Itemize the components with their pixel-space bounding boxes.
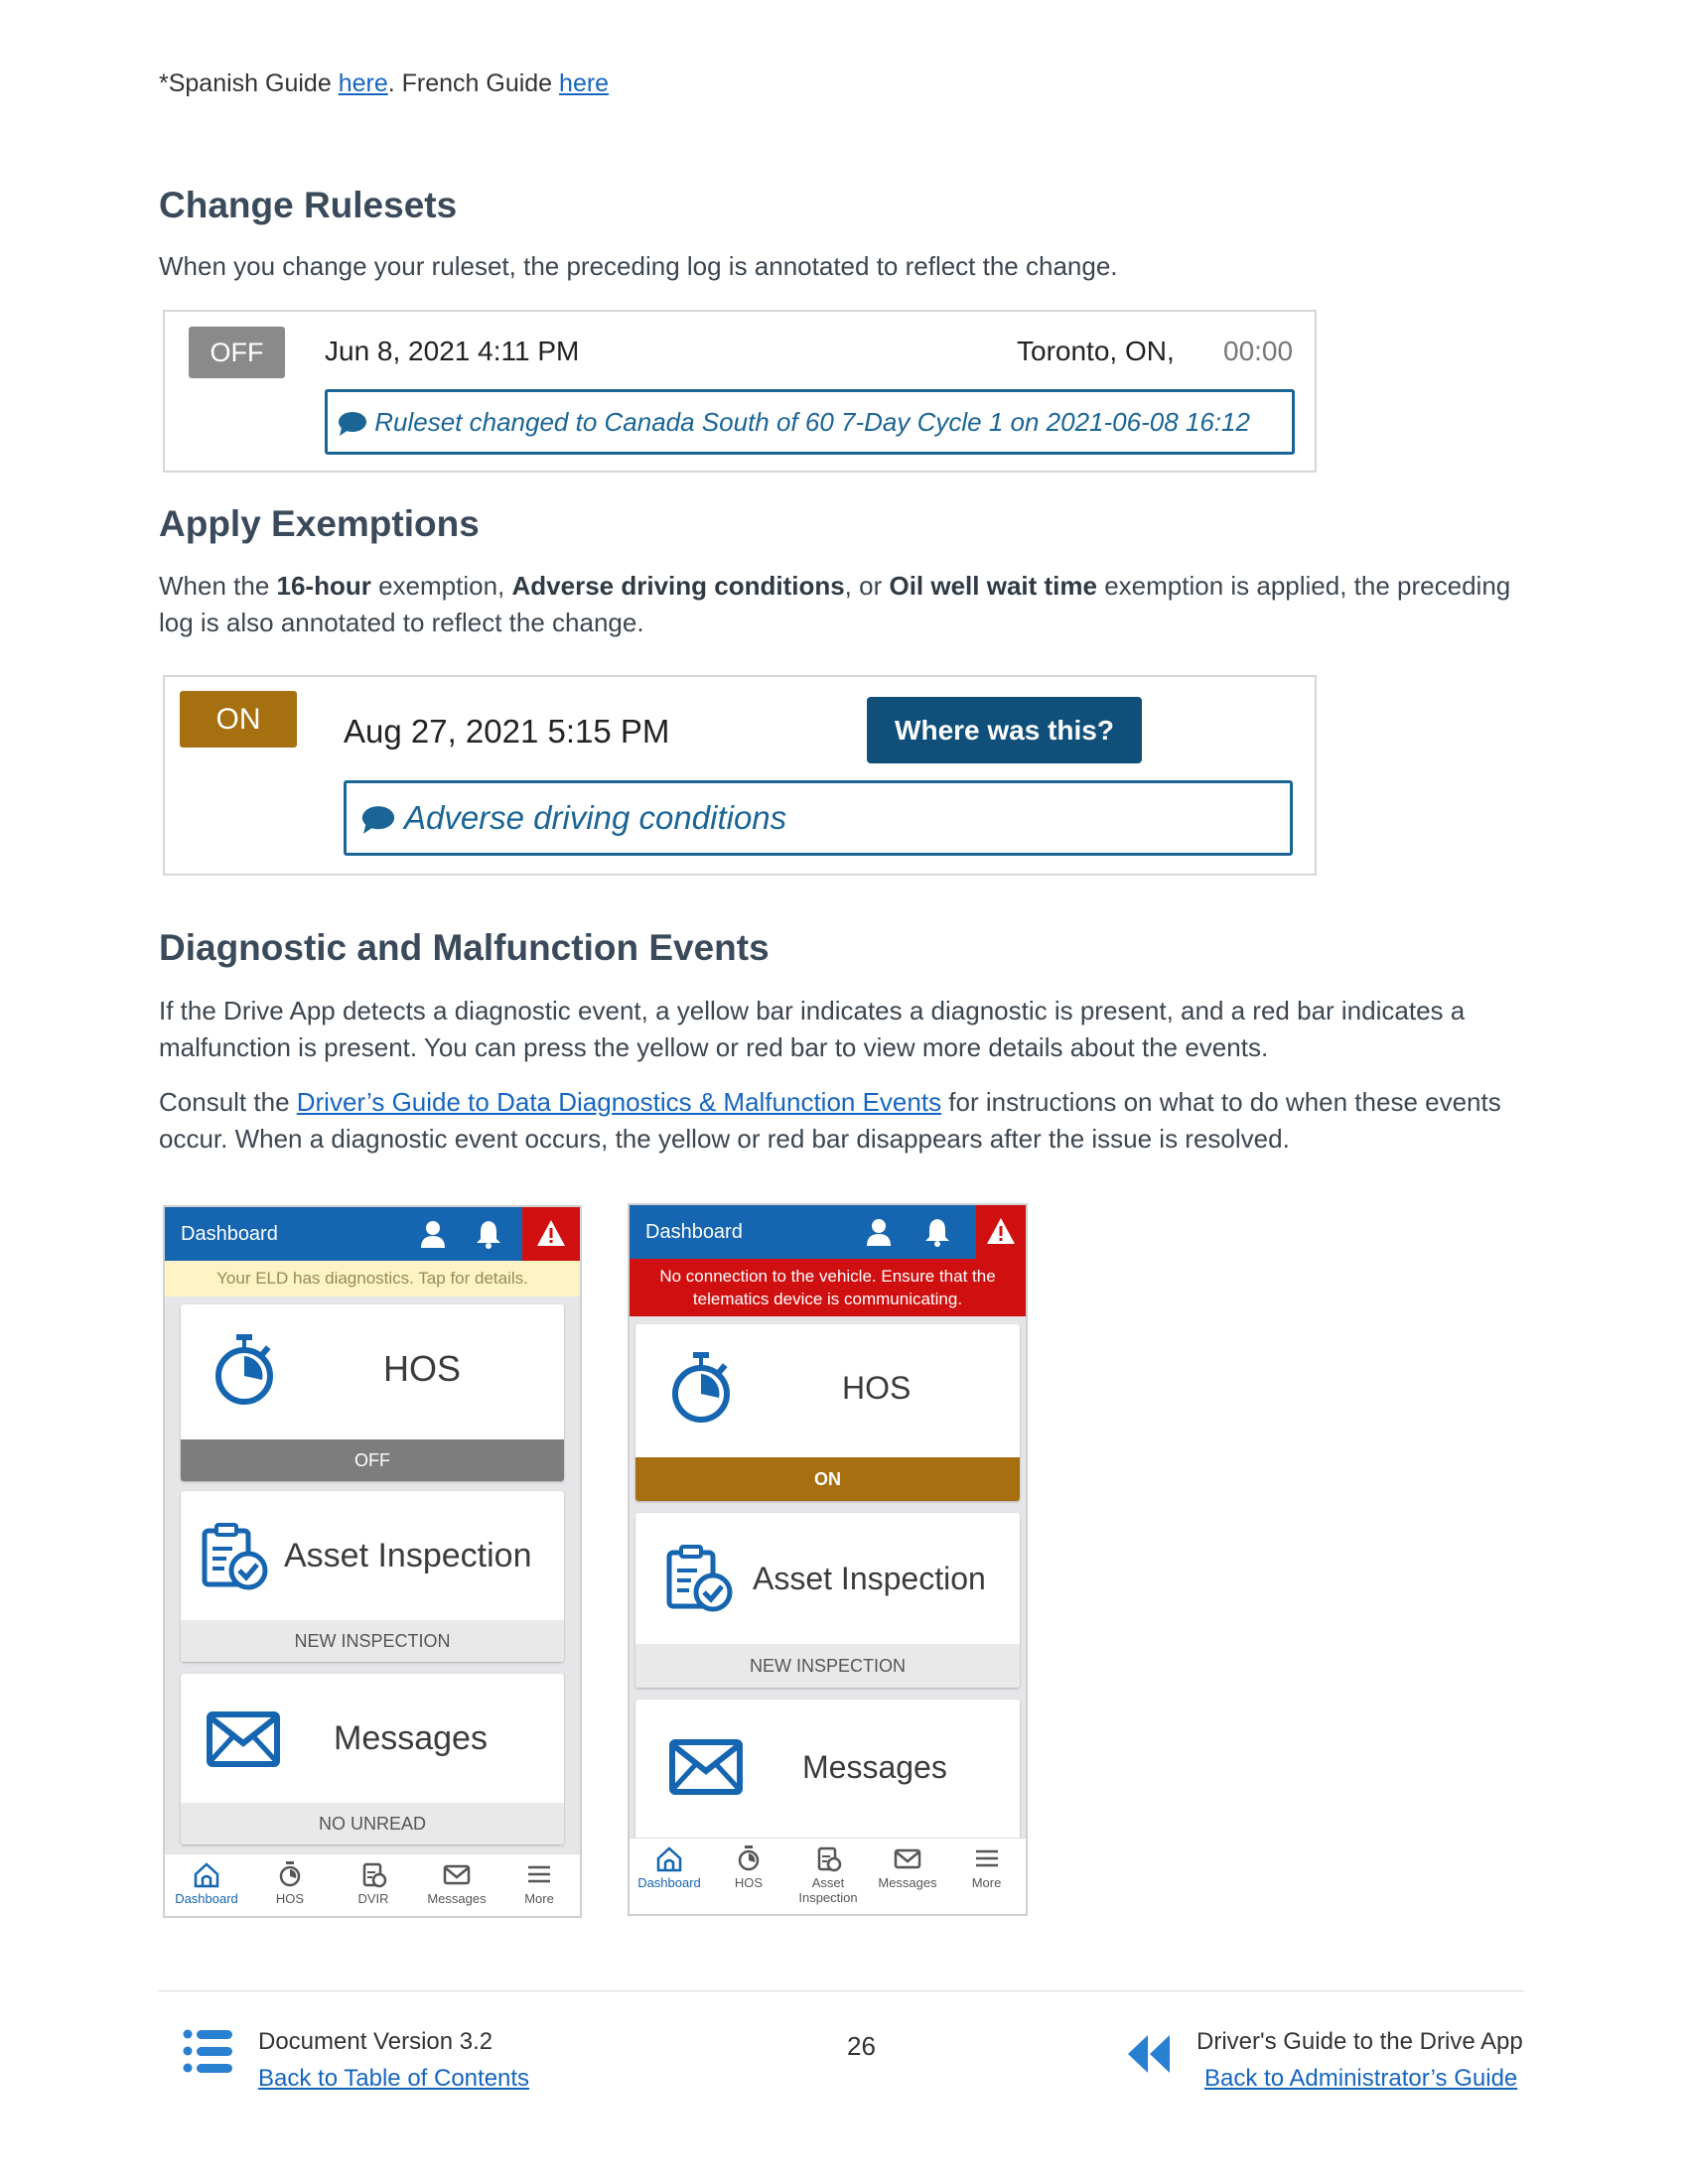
- diagnostic-events-heading: Diagnostic and Malfunction Events: [159, 927, 770, 968]
- spanish-guide-prefix: *Spanish Guide: [159, 69, 339, 97]
- nav-asset-label: Asset: [811, 1875, 845, 1890]
- apply-exemptions-heading: Apply Exemptions: [159, 503, 480, 544]
- user-icon[interactable]: [419, 1219, 447, 1249]
- messages-card[interactable]: [635, 1700, 1020, 1848]
- dashboard-malfunction-screenshot: [628, 1203, 1028, 1916]
- double-chevron-left-icon[interactable]: [1126, 2033, 1172, 2075]
- back-to-admin-guide-link[interactable]: Back to Administrator’s Guide: [1204, 2065, 1518, 2092]
- nav-inspection-label: Inspection: [798, 1890, 858, 1905]
- messages-footer: NO UNREAD: [181, 1803, 564, 1844]
- malfunction-banner[interactable]: [630, 1259, 1026, 1316]
- warning-icon: [536, 1219, 566, 1247]
- bell-icon[interactable]: [923, 1217, 951, 1247]
- ruleset-log-entry: [163, 310, 1317, 473]
- exemption-oil-well: Oil well wait time: [889, 571, 1097, 601]
- para2-suffix: for instructions on what to do when these events occur. When a diagnostic event occurs, the yellow or red bar disappears after the issue is resolved.: [159, 1087, 1501, 1154]
- exemptions-text-part: When the: [159, 571, 277, 601]
- nav-hos-label: HOS: [734, 1875, 764, 1890]
- nav-dashboard-label: Dashboard: [175, 1891, 238, 1906]
- diagnostic-events-para2: [159, 1084, 1534, 1158]
- home-icon: [654, 1844, 684, 1872]
- list-icon[interactable]: [183, 2028, 232, 2074]
- nav-more[interactable]: [498, 1860, 580, 1906]
- asset-inspection-card[interactable]: [181, 1491, 564, 1662]
- where-was-this-button[interactable]: Where was this?: [867, 697, 1142, 763]
- warning-icon: [986, 1217, 1016, 1245]
- clipboard-check-icon: [663, 1543, 735, 1614]
- log-location: Toronto, ON,: [1017, 336, 1175, 366]
- exemptions-text-part: , or: [844, 571, 890, 601]
- stopwatch-icon: [275, 1860, 305, 1888]
- ruleset-annotation: [325, 389, 1295, 455]
- nav-messages-label: Messages: [427, 1891, 487, 1906]
- nav-hos[interactable]: [709, 1844, 788, 1890]
- clipboard-check-icon: [813, 1844, 843, 1872]
- back-to-toc-link[interactable]: Back to Table of Contents: [258, 2065, 530, 2092]
- home-icon: [192, 1860, 221, 1888]
- alert-button[interactable]: [976, 1205, 1026, 1259]
- bottom-nav: [630, 1838, 1026, 1914]
- hos-status-bar: ON: [635, 1457, 1020, 1501]
- french-guide-prefix: . French Guide: [387, 69, 560, 97]
- malfunction-banner-line1: No connection to the vehicle. Ensure that the: [659, 1267, 996, 1286]
- nav-hos-label: HOS: [275, 1891, 305, 1906]
- nav-messages[interactable]: [868, 1844, 947, 1890]
- french-guide-link[interactable]: here: [559, 69, 610, 97]
- bottom-nav: [165, 1853, 580, 1916]
- nav-dvir-label: DVIR: [357, 1891, 389, 1906]
- language-guides-line: [159, 69, 609, 98]
- envelope-icon: [669, 1739, 743, 1795]
- nav-messages-label: Messages: [878, 1875, 937, 1890]
- messages-card[interactable]: [181, 1674, 564, 1844]
- footer-divider: [159, 1990, 1524, 1991]
- bell-icon[interactable]: [475, 1219, 502, 1249]
- speech-bubble-icon: [360, 805, 396, 835]
- asset-inspection-card[interactable]: [635, 1513, 1020, 1688]
- asset-inspection-label: Asset Inspection: [284, 1537, 532, 1574]
- hos-status-bar: OFF: [181, 1439, 564, 1481]
- exemption-log-entry: [163, 675, 1317, 876]
- diagnostic-events-para1: If the Drive App detects a diagnostic event, a yellow bar indicates a diagnostic is present, and a red bar indicates a malfunction is present. You can press the yellow or red bar to view more details about the events.: [159, 996, 1466, 1062]
- hos-label: HOS: [842, 1370, 912, 1406]
- nav-messages[interactable]: [415, 1860, 498, 1906]
- asset-inspection-footer: NEW INSPECTION: [181, 1620, 564, 1662]
- nav-dashboard[interactable]: [165, 1860, 248, 1906]
- page-number: 26: [847, 2031, 876, 2061]
- exemption-annotation: [344, 780, 1293, 856]
- messages-label: Messages: [334, 1719, 488, 1757]
- data-diagnostics-guide-link[interactable]: Driver’s Guide to Data Diagnostics & Malfunction Events: [296, 1087, 942, 1117]
- alert-button[interactable]: [522, 1207, 580, 1261]
- log-status-badge: OFF: [189, 327, 285, 378]
- dashboard-diagnostic-screenshot: [163, 1205, 582, 1918]
- nav-dashboard[interactable]: [630, 1844, 709, 1890]
- exemptions-text-part: exemption is applied, the preceding log is also annotated to reflect the change.: [159, 571, 1511, 637]
- nav-more[interactable]: [947, 1844, 1026, 1890]
- asset-inspection-label: Asset Inspection: [753, 1561, 986, 1596]
- exemption-16-hour: 16-hour: [276, 571, 371, 601]
- exemption-adverse-driving: Adverse driving conditions: [511, 571, 845, 601]
- document-version: Document Version 3.2: [258, 2028, 493, 2055]
- app-header: [630, 1205, 1026, 1259]
- exemptions-text-part: exemption,: [370, 571, 512, 601]
- stopwatch-icon: [734, 1844, 764, 1872]
- speech-bubble-icon: [338, 411, 367, 437]
- asset-inspection-footer: NEW INSPECTION: [635, 1644, 1020, 1688]
- exemption-annotation-text: Adverse driving conditions: [403, 799, 787, 836]
- stopwatch-icon: [212, 1332, 276, 1406]
- diagnostic-banner[interactable]: Your ELD has diagnostics. Tap for details.: [165, 1261, 580, 1297]
- hos-card[interactable]: [181, 1304, 564, 1481]
- stopwatch-icon: [669, 1350, 733, 1424]
- nav-more-label: More: [524, 1891, 554, 1906]
- log-datetime: Jun 8, 2021 4:11 PM: [325, 336, 580, 366]
- clipboard-check-icon: [199, 1521, 270, 1592]
- envelope-icon: [893, 1844, 922, 1872]
- app-header: [165, 1207, 580, 1261]
- log-duration: 00:00: [1223, 336, 1294, 366]
- clipboard-check-icon: [358, 1860, 388, 1888]
- log-status-badge: ON: [180, 691, 297, 748]
- header-title: Dashboard: [645, 1221, 743, 1243]
- nav-hos[interactable]: [248, 1860, 332, 1906]
- menu-icon: [972, 1844, 1002, 1872]
- menu-icon: [524, 1860, 554, 1888]
- hos-label: HOS: [383, 1348, 462, 1389]
- envelope-icon: [207, 1711, 280, 1767]
- nav-dashboard-label: Dashboard: [637, 1875, 701, 1890]
- hos-card[interactable]: [635, 1324, 1020, 1501]
- nav-dvir[interactable]: [332, 1860, 415, 1906]
- para2-prefix: Consult the: [159, 1087, 297, 1117]
- envelope-icon: [442, 1860, 472, 1888]
- log-datetime: Aug 27, 2021 5:15 PM: [344, 713, 670, 750]
- apply-exemptions-text: [159, 568, 1529, 641]
- guide-title: Driver's Guide to the Drive App: [1196, 2028, 1523, 2055]
- spanish-guide-link[interactable]: here: [338, 69, 388, 97]
- ruleset-annotation-text: Ruleset changed to Canada South of 60 7-Day Cycle 1 on 2021-06-08 16:12: [374, 407, 1250, 437]
- change-rulesets-heading: Change Rulesets: [159, 185, 458, 225]
- user-icon[interactable]: [865, 1217, 893, 1247]
- nav-asset-inspection[interactable]: [788, 1844, 868, 1905]
- malfunction-banner-line2: telematics device is communicating.: [692, 1290, 963, 1308]
- messages-label: Messages: [802, 1749, 947, 1785]
- header-title: Dashboard: [181, 1223, 278, 1245]
- nav-more-label: More: [971, 1875, 1002, 1890]
- change-rulesets-text: When you change your ruleset, the preceding log is annotated to reflect the change.: [159, 251, 1118, 281]
